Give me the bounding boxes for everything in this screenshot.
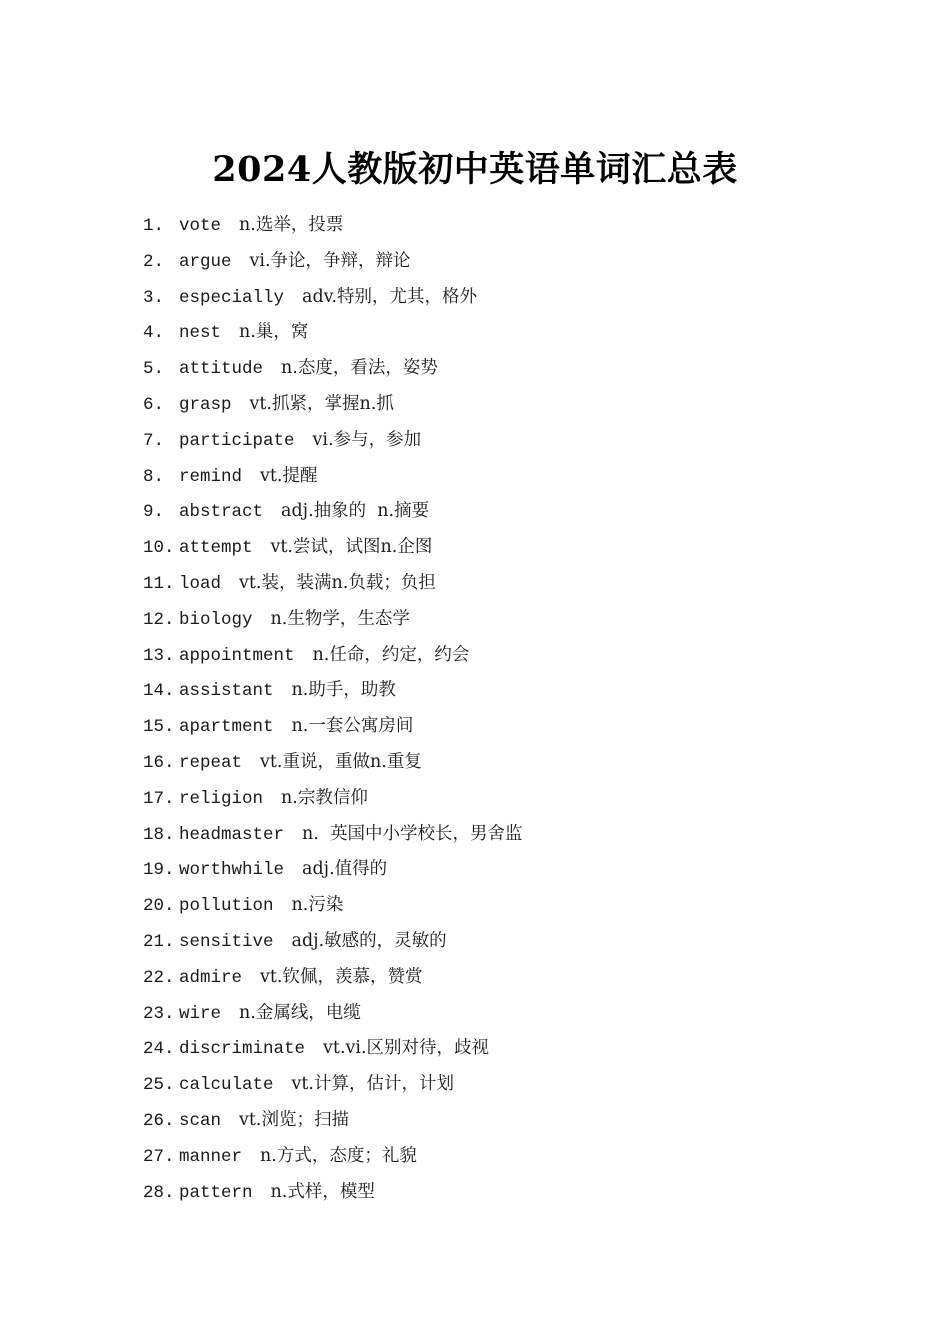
entry-word: vote — [179, 216, 222, 236]
entry-word: grasp — [179, 394, 232, 415]
entry-definition: n.式样，模型 — [270, 1181, 375, 1202]
entry-definition: n.任命，约定，约会 — [312, 644, 470, 665]
entry-number: 16. — [143, 752, 175, 773]
entry-word: manner — [179, 1146, 243, 1167]
entry-word: repeat — [179, 752, 243, 773]
vocabulary-entry — [143, 208, 903, 244]
entry-number: 1. — [143, 216, 165, 236]
entry-definition: vt.计算，估计，计划 — [291, 1074, 454, 1095]
vocabulary-entry — [143, 888, 903, 924]
vocabulary-entry — [143, 673, 903, 709]
vocabulary-list — [143, 208, 903, 1210]
entry-word: remind — [179, 466, 243, 487]
vocabulary-entry — [143, 351, 903, 387]
entry-number: 20. — [143, 896, 175, 917]
vocabulary-entry — [143, 1031, 903, 1067]
entry-definition: n.生物学，生态学 — [270, 608, 410, 629]
entry-number: 13. — [143, 645, 175, 666]
entry-number: 27. — [143, 1146, 175, 1167]
entry-number: 18. — [143, 824, 175, 845]
entry-definition: n.污染 — [291, 895, 344, 916]
entry-definition: n.选举，投票 — [239, 215, 344, 235]
vocabulary-entry — [143, 1139, 903, 1175]
entry-word: attitude — [179, 359, 264, 380]
vocabulary-entry — [143, 1067, 903, 1103]
entry-number: 15. — [143, 717, 175, 738]
entry-number: 6. — [143, 394, 165, 415]
entry-word: admire — [179, 967, 243, 988]
entry-word: pattern — [179, 1182, 253, 1203]
vocabulary-entry — [143, 423, 903, 459]
entry-number: 26. — [143, 1110, 175, 1131]
entry-definition: vt.钦佩，羡慕，赞赏 — [260, 966, 423, 987]
entry-number: 23. — [143, 1003, 175, 1024]
vocabulary-entry — [143, 996, 903, 1032]
entry-definition: vi.参与，参加 — [312, 429, 422, 450]
entry-number: 19. — [143, 860, 175, 881]
entry-number: 4. — [143, 323, 165, 344]
vocabulary-entry — [143, 817, 903, 853]
entry-definition: vt.浏览；扫描 — [239, 1109, 349, 1130]
entry-definition: n.助手，助教 — [291, 680, 396, 701]
entry-word: worthwhile — [179, 860, 285, 881]
vocabulary-entry — [143, 280, 903, 316]
vocabulary-entry — [143, 960, 903, 996]
entry-word: assistant — [179, 681, 274, 702]
vocabulary-entry — [143, 745, 903, 781]
entry-word: apartment — [179, 717, 274, 738]
entry-number: 7. — [143, 430, 165, 451]
entry-definition: adj.抽象的 n.摘要 — [281, 501, 430, 522]
entry-definition: n.方式，态度；礼貌 — [260, 1145, 417, 1166]
vocabulary-entry — [143, 244, 903, 280]
entry-number: 5. — [143, 359, 165, 380]
entry-word: appointment — [179, 645, 295, 666]
entry-number: 14. — [143, 681, 175, 702]
vocabulary-entry — [143, 781, 903, 817]
entry-word: especially — [179, 287, 285, 308]
entry-definition: n.巢，窝 — [239, 322, 309, 343]
entry-word: load — [179, 573, 222, 594]
entry-number: 17. — [143, 788, 175, 809]
entry-definition: vt.抓紧，掌握n.抓 — [249, 393, 394, 414]
entry-word: calculate — [179, 1075, 274, 1096]
entry-word: participate — [179, 430, 295, 451]
vocabulary-entry — [143, 1175, 903, 1211]
entry-number: 2. — [143, 251, 165, 272]
vocabulary-entry — [143, 530, 903, 566]
entry-number: 9. — [143, 502, 165, 523]
vocabulary-entry — [143, 638, 903, 674]
vocabulary-entry — [143, 459, 903, 495]
entry-definition: n.金属线，电缆 — [239, 1002, 361, 1023]
entry-number: 11. — [143, 573, 175, 594]
entry-definition: n.态度，看法，姿势 — [281, 358, 438, 379]
entry-definition: n.宗教信仰 — [281, 787, 368, 808]
entry-number: 22. — [143, 967, 175, 988]
vocabulary-entry — [143, 1103, 903, 1139]
entry-word: sensitive — [179, 931, 274, 952]
entry-word: attempt — [179, 538, 253, 559]
entry-word: nest — [179, 323, 222, 344]
entry-number: 12. — [143, 609, 175, 630]
entry-number: 3. — [143, 287, 165, 308]
entry-definition: vt.重说，重做n.重复 — [260, 751, 422, 772]
entry-number: 21. — [143, 931, 175, 952]
vocabulary-entry — [143, 924, 903, 960]
entry-definition: adv.特别，尤其，格外 — [302, 286, 478, 307]
vocabulary-entry — [143, 315, 903, 351]
entry-word: argue — [179, 251, 232, 272]
entry-word: biology — [179, 609, 253, 630]
page-title: 2024人教版初中英语单词汇总表 — [212, 149, 738, 190]
entry-definition: vt.尝试，试图n.企图 — [270, 537, 433, 558]
vocabulary-entry — [143, 852, 903, 888]
entry-word: scan — [179, 1110, 222, 1131]
entry-word: abstract — [179, 502, 264, 523]
entry-number: 8. — [143, 466, 165, 487]
entry-definition: vt.vi.区别对待，歧视 — [323, 1038, 490, 1059]
vocabulary-entry — [143, 602, 903, 638]
entry-word: religion — [179, 788, 264, 809]
entry-number: 25. — [143, 1075, 175, 1096]
vocabulary-entry — [143, 566, 903, 602]
entry-word: discriminate — [179, 1039, 306, 1060]
entry-definition: vt.装，装满n.负载；负担 — [239, 572, 436, 593]
entry-definition: adj.敏感的，灵敏的 — [291, 930, 447, 951]
entry-definition: n.一套公寓房间 — [291, 716, 414, 737]
entry-number: 28. — [143, 1182, 175, 1203]
entry-word: pollution — [179, 896, 274, 917]
vocabulary-entry — [143, 709, 903, 745]
vocabulary-entry — [143, 387, 903, 423]
entry-number: 24. — [143, 1039, 175, 1060]
entry-word: headmaster — [179, 824, 285, 845]
vocabulary-entry — [143, 494, 903, 530]
entry-definition: vt.提醒 — [260, 465, 318, 486]
entry-word: wire — [179, 1003, 222, 1024]
entry-number: 10. — [143, 538, 175, 559]
entry-definition: vi.争论，争辩，辩论 — [249, 250, 411, 271]
entry-definition: adj.值得的 — [302, 859, 388, 880]
entry-definition: n. 英国中小学校长，男舍监 — [302, 823, 523, 844]
